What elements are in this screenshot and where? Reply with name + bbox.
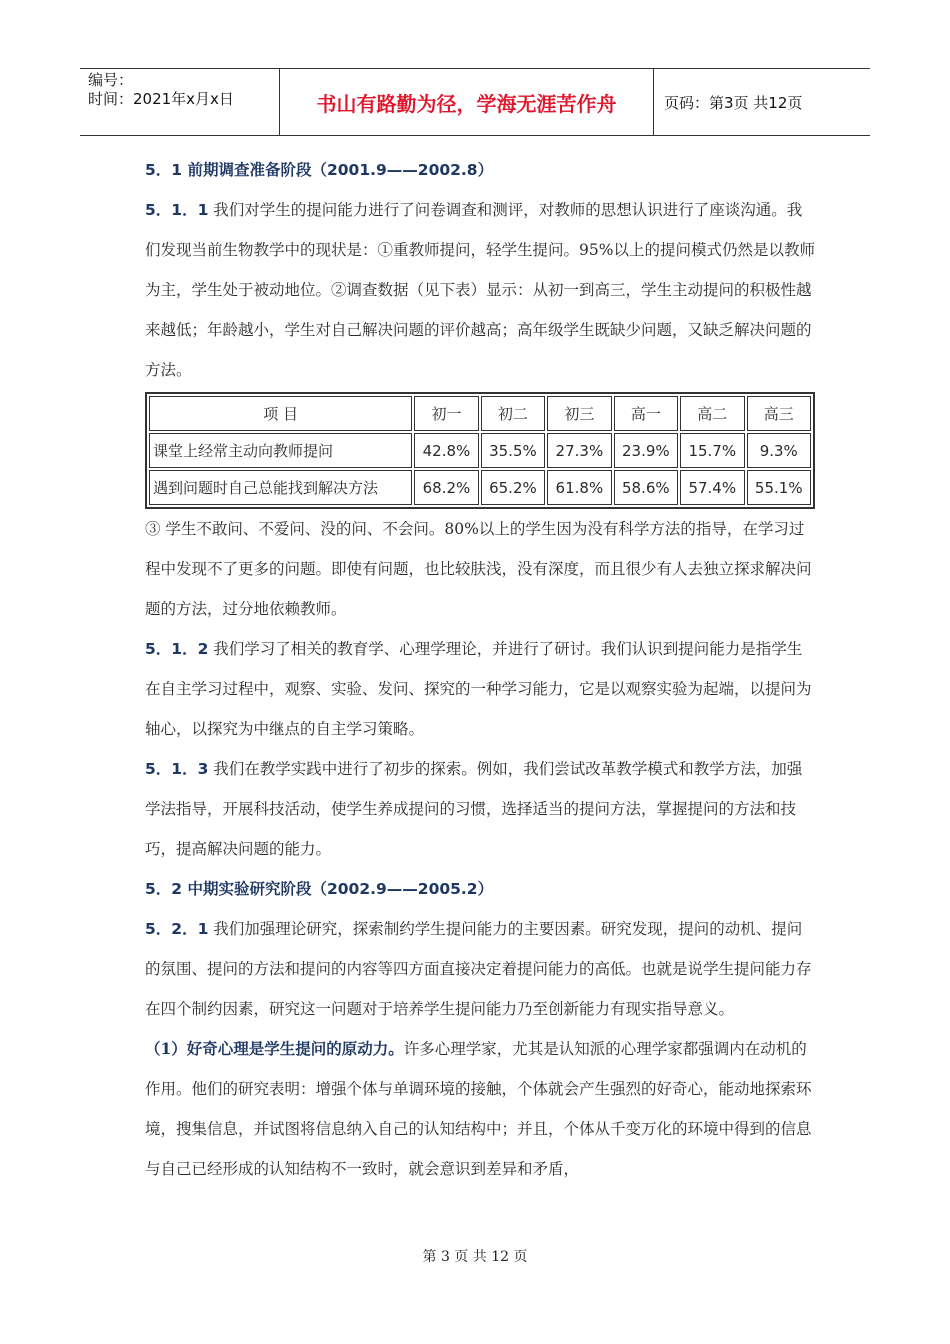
table-cell: 15.7% <box>680 433 744 468</box>
page-header <box>80 68 870 136</box>
table-column-header: 初二 <box>481 396 545 431</box>
table-cell: 68.2% <box>414 470 478 505</box>
table-column-header: 高二 <box>680 396 744 431</box>
paragraph-number: 5．1．3 <box>145 760 209 778</box>
paragraph-curiosity <box>145 1029 815 1189</box>
table-column-header: 初一 <box>414 396 478 431</box>
table-cell: 27.3% <box>547 433 611 468</box>
section-5-2-heading: 5．2 中期实验研究阶段（2002.9——2005.2） <box>145 880 494 898</box>
table-row-label: 遇到问题时自己总能找到解决方法 <box>149 470 412 505</box>
paragraph-5-1-2 <box>145 629 815 749</box>
paragraph-5-2-1 <box>145 909 815 1029</box>
table-header-item: 项 目 <box>149 396 412 431</box>
table-header-row <box>149 396 811 431</box>
section-5-1-heading: 5．1 前期调查准备阶段（2001.9——2002.8） <box>145 161 494 179</box>
code-label: 编号： <box>88 71 134 89</box>
table-column-header: 初三 <box>547 396 611 431</box>
document-body <box>145 150 815 1189</box>
paragraph-text: 我们学习了相关的教育学、心理学理论，并进行了研讨。我们认识到提问能力是指学生在自主学习过程中，观察、实验、发问、探究的一种学习能力，它是以观察实验为起端，以提问为轴心，以探究为中继点的自主学习策略。 <box>145 640 812 738</box>
table-row <box>149 433 811 468</box>
table-cell: 58.6% <box>614 470 678 505</box>
paragraph-text: 我们对学生的提问能力进行了问卷调查和测评，对教师的思想认识进行了座谈沟通。我们发现当前生物教学中的现状是：①重教师提问，轻学生提问。95%以上的提问模式仍然是以教师为主，学生处于被动地位。②调查数据（见下表）显示：从初一到高三，学生主动提问的积极性越来越低；年龄越小，学生对自己解决问题的评价越高；高年级学生既缺少问题，又缺乏解决问题的方法。 <box>145 201 815 379</box>
table-column-header: 高一 <box>614 396 678 431</box>
table-column-header: 高三 <box>747 396 811 431</box>
header-page-info: 页码：第3页 共12页 <box>664 93 803 112</box>
header-meta <box>80 69 280 135</box>
paragraph-after-table: ③ 学生不敢问、不爱问、没的问、不会问。80%以上的学生因为没有科学方法的指导，在学习过程中发现不了更多的问题。即使有问题，也比较肤浅，没有深度，而且很少有人去独立探求解决问题的方法，过分地依赖教师。 <box>145 520 812 618</box>
paragraph-number: 5．1．1 <box>145 201 209 219</box>
paragraph-number: 5．1．2 <box>145 640 209 658</box>
table-cell: 57.4% <box>680 470 744 505</box>
table-cell: 55.1% <box>747 470 811 505</box>
page-footer: 第 3 页 共 12 页 <box>422 1249 528 1265</box>
table-cell: 65.2% <box>481 470 545 505</box>
table-row <box>149 470 811 505</box>
time-label: 时间：2021年x月x日 <box>88 90 234 108</box>
table-cell: 42.8% <box>414 433 478 468</box>
table-row-label: 课堂上经常主动向教师提问 <box>149 433 412 468</box>
table-cell: 9.3% <box>747 433 811 468</box>
table-cell: 35.5% <box>481 433 545 468</box>
paragraph-lead: （1）好奇心理是学生提问的原动力。 <box>145 1039 404 1058</box>
paragraph-text: 我们在教学实践中进行了初步的探索。例如，我们尝试改革教学模式和教学方法，加强学法指导，开展科技活动，使学生养成提问的习惯，选择适当的提问方法，掌握提问的方法和技巧，提高解决问题的能力。 <box>145 760 803 858</box>
header-motto: 书山有路勤为径，学海无涯苦作舟 <box>280 69 654 135</box>
paragraph-text: 我们加强理论研究，探索制约学生提问能力的主要因素。研究发现，提问的动机、提问的氛围、提问的方法和提问的内容等四方面直接决定着提问能力的高低。也就是说学生提问能力存在四个制约因素，研究这一问题对于培养学生提问能力乃至创新能力有现实指导意义。 <box>145 920 812 1018</box>
paragraph-5-1-3 <box>145 749 815 869</box>
survey-table <box>145 392 815 509</box>
paragraph-text: 许多心理学家，尤其是认知派的心理学家都强调内在动机的作用。他们的研究表明：增强个体与单调环境的接触，个体就会产生强烈的好奇心，能动地探索环境，搜集信息，并试图将信息纳入自己的认知结构中；并且，个体从千变万化的环境中得到的信息与自己已经形成的认知结构不一致时，就会意识到差异和矛盾， <box>145 1040 812 1178</box>
paragraph-5-1-1 <box>145 190 815 390</box>
table-cell: 23.9% <box>614 433 678 468</box>
paragraph-number: 5．2．1 <box>145 920 209 938</box>
table-cell: 61.8% <box>547 470 611 505</box>
